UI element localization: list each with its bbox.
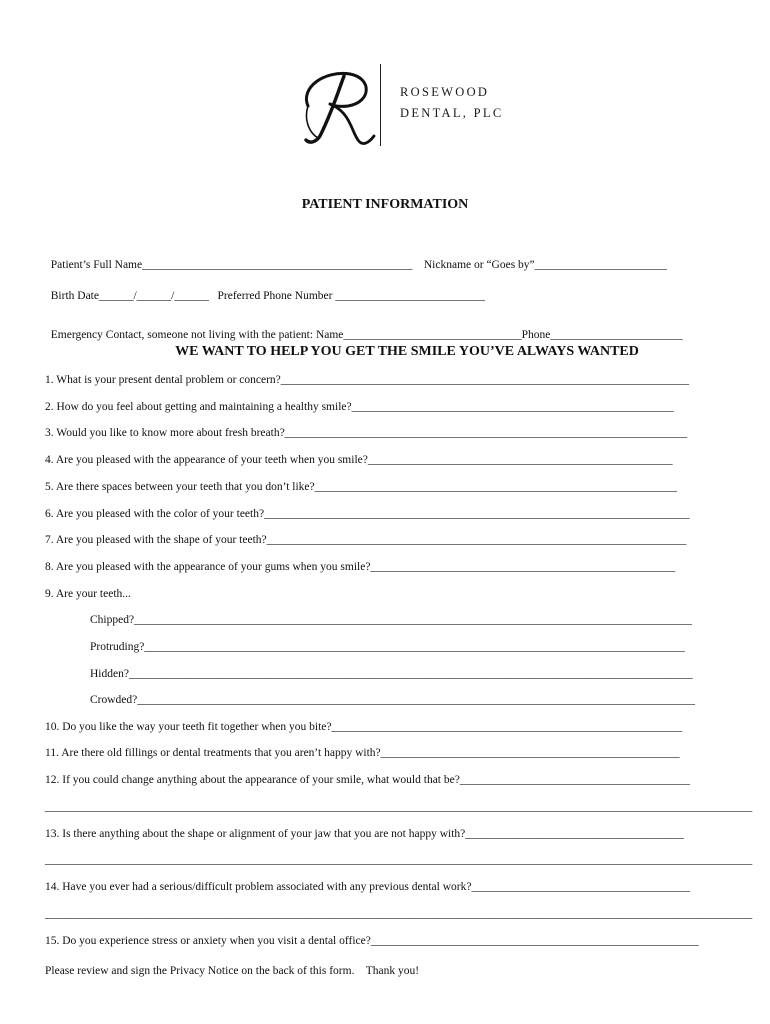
emergency-contact-row bbox=[45, 314, 683, 342]
logo-divider bbox=[380, 64, 381, 146]
nickname-field[interactable]: Nickname or “Goes by”_______________________ bbox=[423, 259, 667, 271]
question-9-chipped[interactable]: Chipped?_________________________________________________________________________________________________ bbox=[90, 614, 692, 626]
question-15[interactable]: 15. Do you experience stress or anxiety when you visit a dental office?_________________________________________________________ bbox=[45, 935, 699, 947]
logo-name: ROSEWOOD bbox=[400, 85, 490, 99]
question-14-continuation[interactable]: ___________________________________________________________________________________________________________________________ bbox=[45, 908, 753, 920]
question-9-protruding[interactable]: Protruding?______________________________________________________________________________________________ bbox=[90, 641, 685, 653]
question-9-hidden[interactable]: Hidden?__________________________________________________________________________________________________ bbox=[90, 668, 693, 680]
question-12-continuation[interactable]: ___________________________________________________________________________________________________________________________ bbox=[45, 801, 753, 813]
question-6[interactable]: 6. Are you pleased with the color of your teeth?__________________________________________________________________________ bbox=[45, 508, 690, 520]
question-2[interactable]: 2. How do you feel about getting and maintaining a healthy smile?________________________________________________________ bbox=[45, 401, 674, 413]
question-4[interactable]: 4. Are you pleased with the appearance of your teeth when you smile?_____________________________________________________ bbox=[45, 454, 673, 466]
phone-field[interactable]: Preferred Phone Number __________________________ bbox=[217, 290, 485, 302]
question-13[interactable]: 13. Is there anything about the shape or alignment of your jaw that you are not happy with?______________________________________ bbox=[45, 828, 684, 840]
question-13-continuation[interactable]: ___________________________________________________________________________________________________________________________ bbox=[45, 854, 753, 866]
question-1[interactable]: 1. What is your present dental problem or concern?_______________________________________________________________________ bbox=[45, 374, 690, 386]
emergency-phone-field[interactable]: Phone_______________________ bbox=[521, 329, 683, 341]
question-12[interactable]: 12. If you could change anything about the appearance of your smile, what would that be?________________________________________ bbox=[45, 774, 690, 786]
question-3[interactable]: 3. Would you like to know more about fresh breath?______________________________________________________________________ bbox=[45, 427, 688, 439]
section-banner: WE WANT TO HELP YOU GET THE SMILE YOU’VE ALWAYS WANTED bbox=[175, 344, 639, 359]
question-10[interactable]: 10. Do you like the way your teeth fit together when you bite?_____________________________________________________________ bbox=[45, 721, 683, 733]
logo-subtitle: DENTAL, PLC bbox=[400, 106, 504, 120]
full-name-field[interactable]: Patient’s Full Name_______________________________________________ bbox=[50, 259, 413, 271]
question-9: 9. Are your teeth... bbox=[45, 588, 131, 600]
question-5[interactable]: 5. Are there spaces between your teeth that you don’t like?_______________________________________________________________ bbox=[45, 481, 677, 493]
question-11[interactable]: 11. Are there old fillings or dental treatments that you aren’t happy with?____________________________________________________ bbox=[45, 747, 680, 759]
question-8: 8. Are you pleased with the appearance of your gums when you smile?_____________________________________________________ bbox=[45, 561, 676, 573]
question-14[interactable]: 14. Have you ever had a serious/difficult problem associated with any previous dental work?______________________________________ bbox=[45, 881, 690, 893]
patient-info-row-2 bbox=[45, 275, 485, 303]
question-9-crowded[interactable]: Crowded?_________________________________________________________________________________________________ bbox=[90, 694, 696, 706]
r-monogram-icon bbox=[298, 62, 382, 148]
practice-logo bbox=[298, 62, 528, 148]
birth-date-field[interactable]: Birth Date______/______/______ bbox=[50, 290, 209, 302]
form-title: PATIENT INFORMATION bbox=[301, 197, 469, 212]
patient-info-row-1 bbox=[45, 244, 667, 272]
footer-note: Please review and sign the Privacy Notice on the back of this form. Thank you! bbox=[45, 965, 420, 977]
emergency-name-field[interactable]: Emergency Contact, someone not living with the patient: Name_______________________________ bbox=[50, 329, 522, 341]
question-7[interactable]: 7. Are you pleased with the shape of your teeth?_________________________________________________________________________ bbox=[45, 534, 687, 546]
